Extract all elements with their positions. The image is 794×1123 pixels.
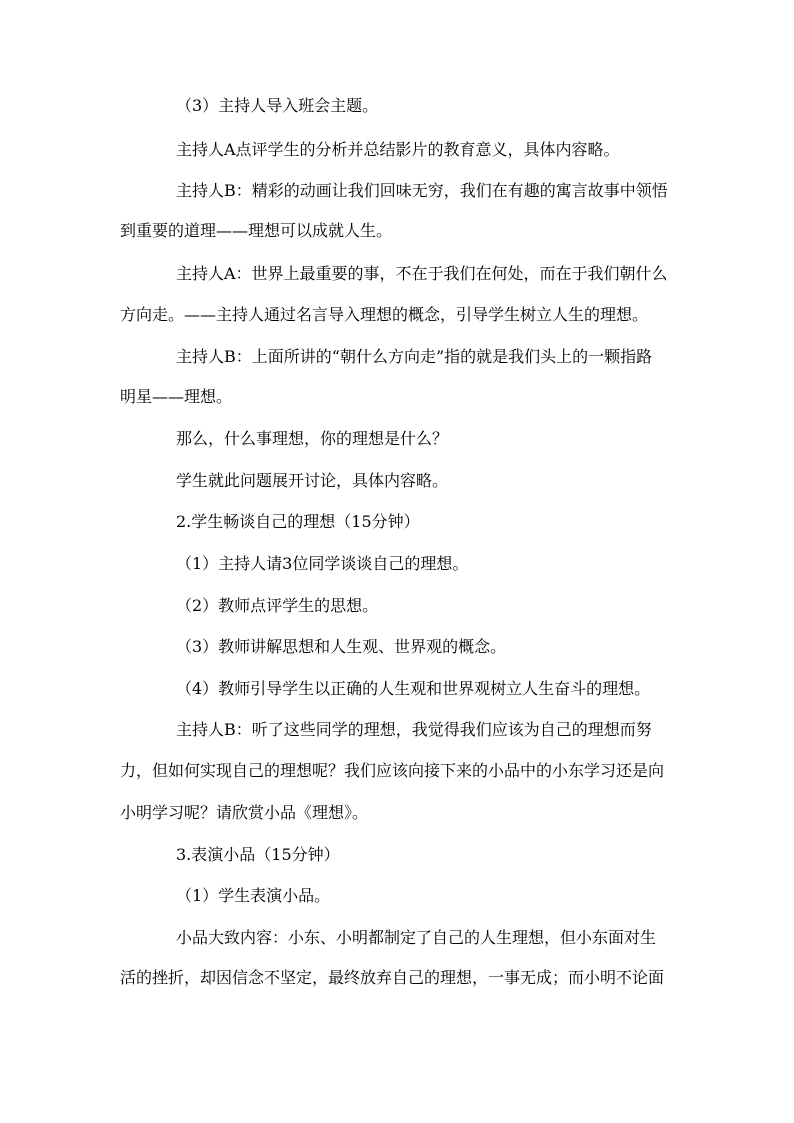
text-line: 活的挫折，却因信念不坚定，最终放弃自己的理想，一事无成；而小明不论面 [120,968,665,987]
text-line: 主持人A：世界上最重要的事，不在于我们在何处，而在于我们朝什么 [176,264,668,283]
text-line: 主持人A点评学生的分析并总结影片的教育意义，具体内容略。 [176,140,620,159]
text-line: 学生就此问题展开讨论，具体内容略。 [176,471,449,490]
text-line: 小明学习呢？请欣赏小品《理想》。 [120,803,369,822]
text-line: 到重要的道理——理想可以成就人生。 [120,221,393,240]
text-line: 明星——理想。 [120,387,233,406]
text-line: 主持人B：精彩的动画让我们回味无穷，我们在有趣的寓言故事中领悟 [176,181,668,200]
text-line: 主持人B：上面所讲的“朝什么方向走”指的就是我们头上的一颗指路 [176,347,653,366]
text-line: （3）教师讲解思想和人生观、世界观的概念。 [176,637,507,656]
text-line: 主持人B：听了这些同学的理想，我觉得我们应该为自己的理想而努 [176,720,652,739]
text-line: （4）教师引导学生以正确的人生观和世界观树立人生奋斗的理想。 [176,679,651,698]
text-line: 力，但如何实现自己的理想呢？我们应该向接下来的小品中的小东学习还是向 [120,761,665,780]
text-line: 那么，什么事理想，你的理想是什么？ [176,429,449,448]
text-line: （3）主持人导入班会主题。 [176,96,379,115]
text-line: （1）主持人请3位同学谈谈自己的理想。 [176,554,469,573]
section-heading: 2.学生畅谈自己的理想（15分钟） [176,512,420,531]
text-line: （2）教师点评学生的思想。 [176,596,379,615]
text-line: 小品大致内容：小东、小明都制定了自己的人生理想，但小东面对生 [176,928,657,947]
text-line: 方向走。——主持人通过名言导入理想的概念，引导学生树立人生的理想。 [120,305,649,324]
section-heading: 3.表演小品（15分钟） [176,845,340,864]
text-line: （1）学生表演小品。 [176,886,331,905]
